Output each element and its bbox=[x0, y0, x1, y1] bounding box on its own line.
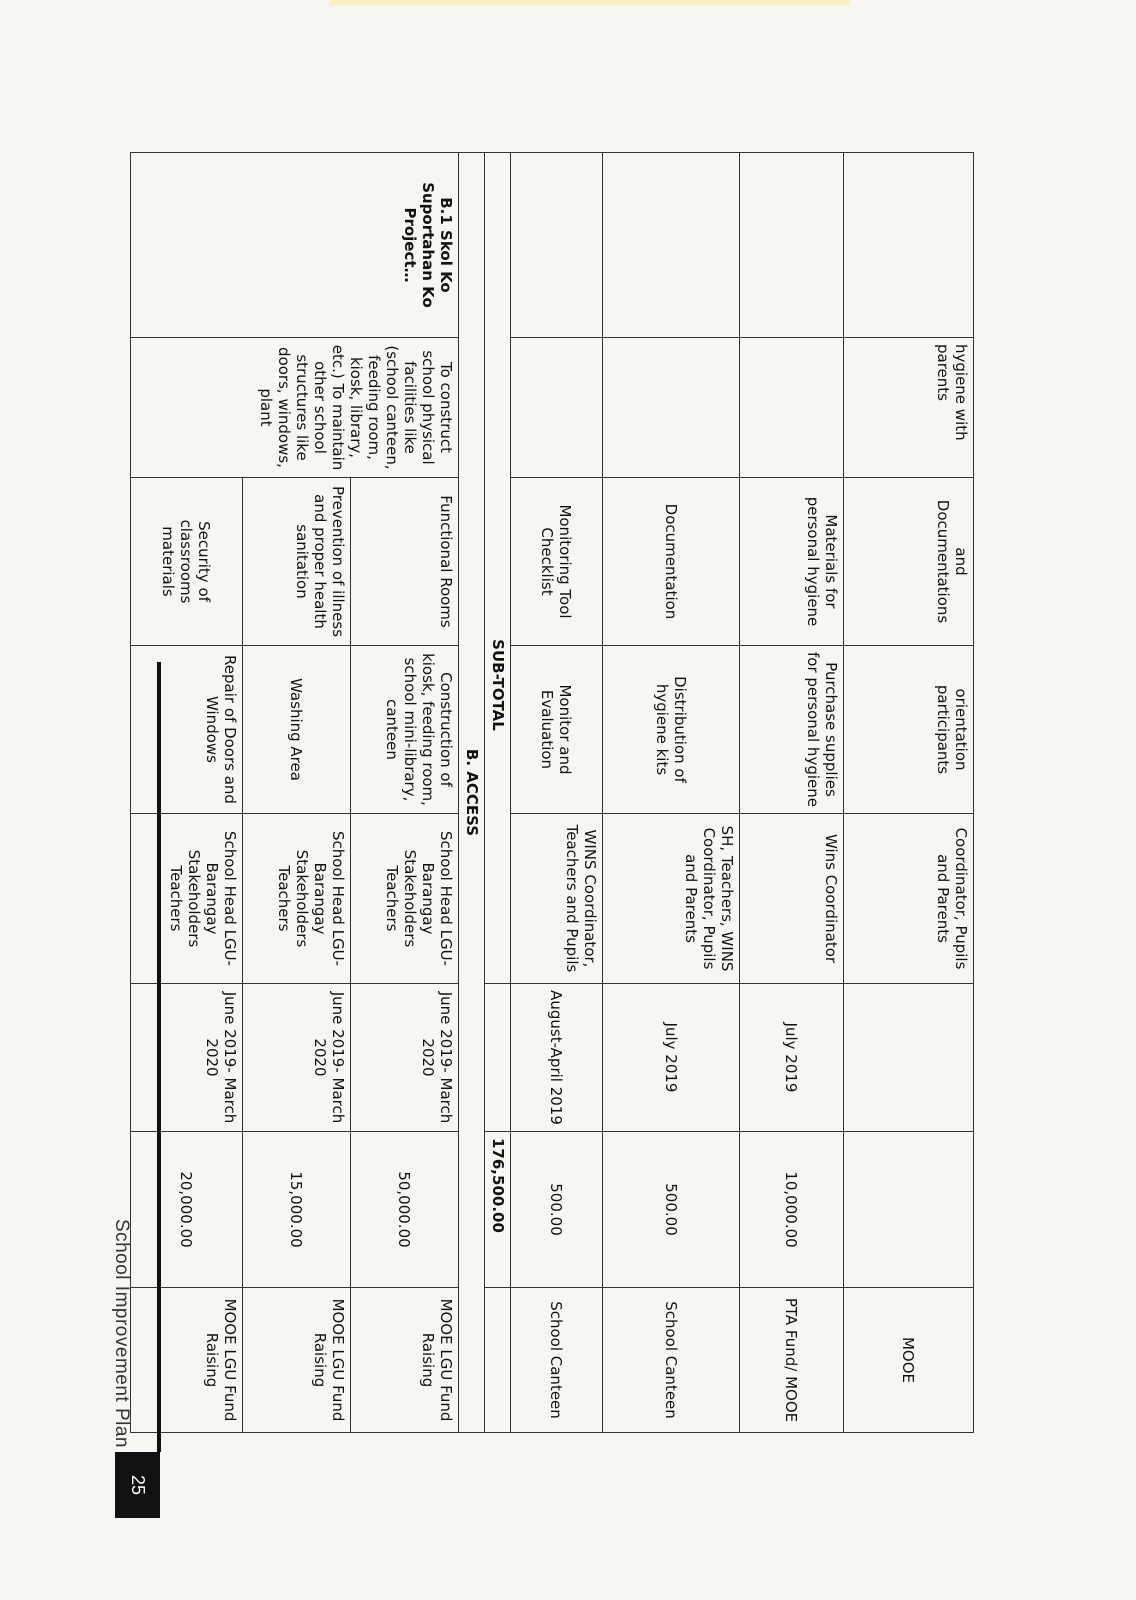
persons-cell: SH, Teachers, WINS Coordinator, Pupils and Parents bbox=[603, 814, 740, 984]
budget-cell bbox=[844, 1132, 974, 1288]
activity-cell: Construction of kiosk, feeding room, school mini-library, canteen bbox=[351, 646, 459, 814]
subtotal-label: SUB-TOTAL bbox=[485, 153, 511, 984]
project-cell bbox=[603, 153, 740, 338]
activity-cell: Distribution of hygiene kits bbox=[603, 646, 740, 814]
project-cell bbox=[511, 153, 603, 338]
output-cell: Security of classrooms materials bbox=[131, 478, 243, 646]
table-row bbox=[844, 153, 974, 1433]
output-cell: Materials for personal hygiene bbox=[740, 478, 844, 646]
persons-cell: Wins Coordinator bbox=[740, 814, 844, 984]
output-cell: Documentation bbox=[603, 478, 740, 646]
output-cell: Functional Rooms bbox=[351, 478, 459, 646]
activity-cell: Purchase supplies for personal hygiene bbox=[740, 646, 844, 814]
budget-cell: 15,000.00 bbox=[243, 1132, 351, 1288]
persons-cell: School Head LGU-Barangay Stakeholders Teachers bbox=[243, 814, 351, 984]
source-cell: MOOE bbox=[844, 1288, 974, 1433]
table-row bbox=[603, 153, 740, 1433]
objective-cell bbox=[740, 338, 844, 478]
output-cell: Prevention of illness and proper health sanitation bbox=[243, 478, 351, 646]
time-cell: June 2019- March 2020 bbox=[131, 984, 243, 1132]
output-cell: and Documentations bbox=[844, 478, 974, 646]
objective-cell: To construct school physical facilities like (school canteen, feeding room, kiosk, library, etc.) To maintain other school structures like doors, windows, plant bbox=[131, 338, 459, 478]
time-cell: June 2019- March 2020 bbox=[243, 984, 351, 1132]
objective-cell bbox=[511, 338, 603, 478]
table-row bbox=[740, 153, 844, 1433]
source-cell: PTA Fund/ MOOE bbox=[740, 1288, 844, 1433]
improvement-plan-table bbox=[130, 152, 974, 1433]
budget-cell: 500.00 bbox=[511, 1132, 603, 1288]
page-number: 25 bbox=[115, 1452, 160, 1518]
footer-title: School Improvement Plan bbox=[111, 1218, 132, 1448]
footer-rule bbox=[157, 662, 161, 1452]
time-cell bbox=[844, 984, 974, 1132]
persons-cell: School Head LGU-Barangay Stakeholders Teachers bbox=[131, 814, 243, 984]
source-cell: MOOE LGU Fund Raising bbox=[243, 1288, 351, 1433]
table-row bbox=[511, 153, 603, 1433]
project-cell bbox=[844, 153, 974, 338]
time-cell: June 2019- March 2020 bbox=[351, 984, 459, 1132]
source-cell: MOOE LGU Fund Raising bbox=[131, 1288, 243, 1433]
section-heading: B. ACCESS bbox=[459, 153, 485, 1433]
source-cell: School Canteen bbox=[603, 1288, 740, 1433]
time-cell: July 2019 bbox=[740, 984, 844, 1132]
budget-cell: 50,000.00 bbox=[351, 1132, 459, 1288]
time-cell: July 2019 bbox=[603, 984, 740, 1132]
time-cell bbox=[485, 984, 511, 1132]
budget-cell: 20,000.00 bbox=[131, 1132, 243, 1288]
objective-cell bbox=[603, 338, 740, 478]
table-row bbox=[351, 153, 459, 1433]
activity-cell: orientation participants bbox=[844, 646, 974, 814]
project-cell bbox=[740, 153, 844, 338]
subtotal-row bbox=[485, 153, 511, 1433]
persons-cell: School Head LGU-Barangay Stakeholders Teachers bbox=[351, 814, 459, 984]
activity-cell: Washing Area bbox=[243, 646, 351, 814]
persons-cell: WINS Coordinator, Teachers and Pupils bbox=[511, 814, 603, 984]
persons-cell: Coordinator, Pupils and Parents bbox=[844, 814, 974, 984]
budget-cell: 10,000.00 bbox=[740, 1132, 844, 1288]
source-cell: MOOE LGU Fund Raising bbox=[351, 1288, 459, 1433]
output-cell: Monitoring Tool Checklist bbox=[511, 478, 603, 646]
time-cell: August-April 2019 bbox=[511, 984, 603, 1132]
subtotal-amount: 176,500.00 bbox=[485, 1132, 511, 1288]
activity-cell: Monitor and Evaluation bbox=[511, 646, 603, 814]
source-cell: School Canteen bbox=[511, 1288, 603, 1433]
section-row bbox=[459, 153, 485, 1433]
budget-cell: 500.00 bbox=[603, 1132, 740, 1288]
objective-cell: hygiene with parents bbox=[844, 338, 974, 478]
activity-cell: Repair of Doors and Windows bbox=[131, 646, 243, 814]
source-cell bbox=[485, 1288, 511, 1433]
project-name: B.1 Skol Ko Suportahan Ko Project… bbox=[131, 153, 459, 338]
